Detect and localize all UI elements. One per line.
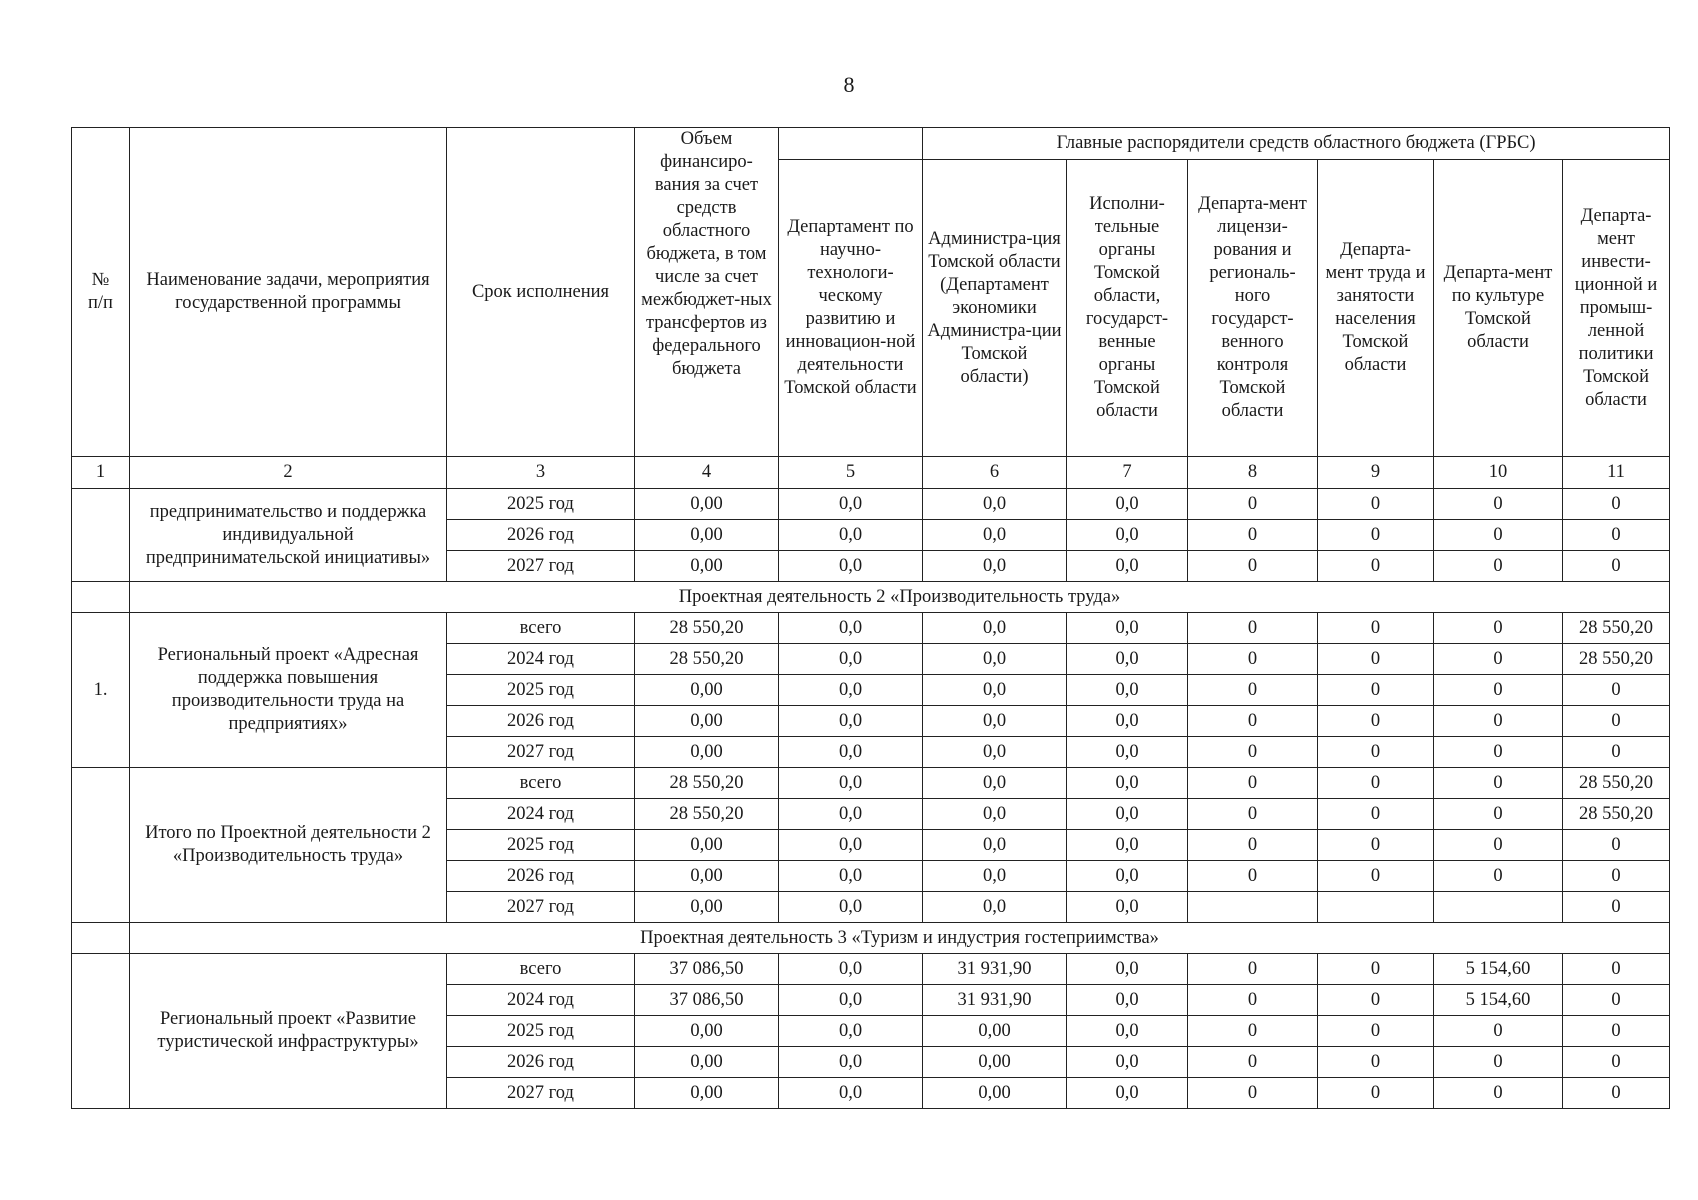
value-cell: 0,0 <box>1067 489 1188 520</box>
value-cell: 0 <box>1434 799 1563 830</box>
value-cell: 0,0 <box>1067 892 1188 923</box>
value-cell: 0,0 <box>1067 675 1188 706</box>
table-body <box>72 489 1670 1109</box>
value-cell: 28 550,20 <box>1563 768 1670 799</box>
value-cell: 0 <box>1318 799 1434 830</box>
header-name: Наименование задачи, мероприятия государственной программы <box>130 128 447 457</box>
header-grbs-7: Исполни-тельные органы Томской области, государст-венные органы Томской области <box>1067 160 1188 457</box>
value-cell: 37 086,50 <box>635 985 779 1016</box>
term-cell: 2024 год <box>447 644 635 675</box>
col-number: 5 <box>779 457 923 489</box>
value-cell: 0 <box>1434 737 1563 768</box>
value-cell: 0 <box>1563 1078 1670 1109</box>
value-cell: 0 <box>1188 551 1318 582</box>
value-cell: 0,0 <box>779 520 923 551</box>
value-cell: 28 550,20 <box>635 768 779 799</box>
value-cell: 0 <box>1188 706 1318 737</box>
value-cell: 0 <box>1434 520 1563 551</box>
value-cell: 0 <box>1318 830 1434 861</box>
value-cell: 0 <box>1434 706 1563 737</box>
value-cell: 0 <box>1434 489 1563 520</box>
section-title: Проектная деятельность 2 «Производительность труда» <box>130 582 1670 613</box>
value-cell: 0,0 <box>923 830 1067 861</box>
value-cell: 0,00 <box>923 1078 1067 1109</box>
value-cell: 0 <box>1188 830 1318 861</box>
task-name-cell: Региональный проект «Адресная поддержка повышения производительности труда на предприятиях» <box>130 613 447 768</box>
term-cell: 2026 год <box>447 861 635 892</box>
value-cell: 0 <box>1434 1078 1563 1109</box>
value-cell: 0,0 <box>923 675 1067 706</box>
value-cell: 0 <box>1188 520 1318 551</box>
col-number: 11 <box>1563 457 1670 489</box>
value-cell: 0,00 <box>635 675 779 706</box>
term-cell: 2024 год <box>447 799 635 830</box>
table-row <box>72 954 1670 985</box>
value-cell: 0,0 <box>779 706 923 737</box>
table-row <box>72 489 1670 520</box>
value-cell: 0,0 <box>779 644 923 675</box>
term-cell: всего <box>447 768 635 799</box>
term-cell: 2025 год <box>447 1016 635 1047</box>
header-volume: Объем финансиро-вания за счет средств областного бюджета, в том числе за счет межбюджет-ных трансфертов из федерального бюджета <box>635 128 779 457</box>
value-cell: 0 <box>1563 1016 1670 1047</box>
value-cell: 0 <box>1563 830 1670 861</box>
value-cell: 0,0 <box>1067 954 1188 985</box>
value-cell: 0,0 <box>923 892 1067 923</box>
col-number: 8 <box>1188 457 1318 489</box>
value-cell: 0 <box>1318 861 1434 892</box>
value-cell: 0 <box>1563 489 1670 520</box>
value-cell: 0,00 <box>923 1016 1067 1047</box>
value-cell: 0,00 <box>635 892 779 923</box>
value-cell: 0,0 <box>1067 1047 1188 1078</box>
value-cell: 0,00 <box>635 737 779 768</box>
value-cell: 0,00 <box>635 861 779 892</box>
col-number: 1 <box>72 457 130 489</box>
value-cell: 0,00 <box>635 1016 779 1047</box>
value-cell: 0,0 <box>1067 1016 1188 1047</box>
value-cell: 0,0 <box>1067 613 1188 644</box>
header-blank <box>779 128 923 160</box>
value-cell: 0,0 <box>1067 644 1188 675</box>
value-cell: 28 550,20 <box>635 799 779 830</box>
value-cell: 0 <box>1318 985 1434 1016</box>
value-cell: 0,0 <box>923 613 1067 644</box>
section-row <box>72 923 1670 954</box>
value-cell: 0,0 <box>1067 985 1188 1016</box>
value-cell: 0 <box>1188 861 1318 892</box>
value-cell: 0 <box>1318 954 1434 985</box>
term-cell: 2025 год <box>447 830 635 861</box>
value-cell: 0,0 <box>779 613 923 644</box>
header-grbs-5: Департамент по научно-технологи-ческому развитию и инновацион-ной деятельности Томской области <box>779 160 923 457</box>
term-cell: 2026 год <box>447 1047 635 1078</box>
value-cell: 0 <box>1188 644 1318 675</box>
col-number: 6 <box>923 457 1067 489</box>
value-cell: 0 <box>1563 985 1670 1016</box>
table-row <box>72 768 1670 799</box>
header-num: № п/п <box>72 128 130 457</box>
table-row <box>72 613 1670 644</box>
value-cell: 0,0 <box>779 675 923 706</box>
value-cell: 0,0 <box>1067 768 1188 799</box>
term-cell: 2026 год <box>447 520 635 551</box>
value-cell: 0,0 <box>923 644 1067 675</box>
value-cell: 0 <box>1434 1016 1563 1047</box>
section-row <box>72 582 1670 613</box>
value-cell: 0 <box>1318 675 1434 706</box>
value-cell: 31 931,90 <box>923 985 1067 1016</box>
value-cell: 0 <box>1318 644 1434 675</box>
task-name-cell: Региональный проект «Развитие туристической инфраструктуры» <box>130 954 447 1109</box>
value-cell: 0,0 <box>1067 799 1188 830</box>
term-cell: 2024 год <box>447 985 635 1016</box>
header-grbs-10: Департа-мент по культуре Томской области <box>1434 160 1563 457</box>
value-cell: 0 <box>1188 489 1318 520</box>
value-cell: 0 <box>1434 1047 1563 1078</box>
term-cell: 2026 год <box>447 706 635 737</box>
header-grbs-9: Департа-мент труда и занятости населения Томской области <box>1318 160 1434 457</box>
term-cell: 2027 год <box>447 1078 635 1109</box>
value-cell: 0,0 <box>1067 1078 1188 1109</box>
section-title: Проектная деятельность 3 «Туризм и индустрия гостеприимства» <box>130 923 1670 954</box>
col-number: 3 <box>447 457 635 489</box>
header-grbs-group: Главные распорядители средств областного бюджета (ГРБС) <box>923 128 1670 160</box>
term-cell: 2025 год <box>447 489 635 520</box>
value-cell: 0,0 <box>923 861 1067 892</box>
term-cell: 2025 год <box>447 675 635 706</box>
value-cell: 0,0 <box>779 892 923 923</box>
value-cell: 0 <box>1188 768 1318 799</box>
value-cell: 0,0 <box>779 551 923 582</box>
row-number-cell <box>72 489 130 582</box>
term-cell: всего <box>447 954 635 985</box>
header-term: Срок исполнения <box>447 128 635 457</box>
header-grbs-6: Администра-ция Томской области (Департамент экономики Администра-ции Томской области) <box>923 160 1067 457</box>
value-cell: 0,0 <box>779 830 923 861</box>
value-cell: 0 <box>1563 1047 1670 1078</box>
value-cell: 0,00 <box>635 830 779 861</box>
value-cell: 0,0 <box>1067 861 1188 892</box>
value-cell: 0,0 <box>923 520 1067 551</box>
value-cell: 0 <box>1563 520 1670 551</box>
value-cell <box>1434 892 1563 923</box>
value-cell: 0 <box>1563 551 1670 582</box>
value-cell: 0 <box>1563 706 1670 737</box>
value-cell: 0 <box>1563 954 1670 985</box>
task-name-cell: Итого по Проектной деятельности 2 «Производительность труда» <box>130 768 447 923</box>
value-cell: 0,0 <box>779 1016 923 1047</box>
row-number-cell <box>72 768 130 923</box>
value-cell: 0 <box>1318 613 1434 644</box>
value-cell: 0 <box>1434 861 1563 892</box>
value-cell: 28 550,20 <box>1563 613 1670 644</box>
col-number: 4 <box>635 457 779 489</box>
value-cell: 0 <box>1434 551 1563 582</box>
row-number-cell: 1. <box>72 613 130 768</box>
value-cell: 0,0 <box>779 985 923 1016</box>
value-cell: 0,0 <box>779 489 923 520</box>
table-header <box>72 128 1670 489</box>
value-cell: 0 <box>1188 1047 1318 1078</box>
value-cell: 0 <box>1563 861 1670 892</box>
col-number: 9 <box>1318 457 1434 489</box>
value-cell <box>1318 892 1434 923</box>
value-cell: 0,0 <box>1067 706 1188 737</box>
value-cell: 0 <box>1318 489 1434 520</box>
row-number-cell <box>72 954 130 1109</box>
value-cell: 0 <box>1318 737 1434 768</box>
value-cell: 0 <box>1188 799 1318 830</box>
value-cell: 0 <box>1434 644 1563 675</box>
section-pp-cell <box>72 923 130 954</box>
value-cell: 0,0 <box>779 954 923 985</box>
term-cell: 2027 год <box>447 551 635 582</box>
value-cell: 0 <box>1318 1016 1434 1047</box>
value-cell: 0,00 <box>635 706 779 737</box>
section-pp-cell <box>72 582 130 613</box>
value-cell: 0 <box>1563 892 1670 923</box>
term-cell: 2027 год <box>447 892 635 923</box>
value-cell: 0,0 <box>923 706 1067 737</box>
value-cell: 0,0 <box>923 768 1067 799</box>
value-cell: 0 <box>1434 768 1563 799</box>
header-grbs-8: Департа-мент лицензи-рования и региональ-ного государст-венного контроля Томской области <box>1188 160 1318 457</box>
value-cell: 0,0 <box>779 768 923 799</box>
col-number: 7 <box>1067 457 1188 489</box>
task-name-cell: предпринимательство и поддержка индивидуальной предпринимательской инициативы» <box>130 489 447 582</box>
value-cell: 5 154,60 <box>1434 985 1563 1016</box>
value-cell: 37 086,50 <box>635 954 779 985</box>
value-cell: 0 <box>1188 613 1318 644</box>
value-cell: 28 550,20 <box>635 644 779 675</box>
value-cell: 28 550,20 <box>1563 644 1670 675</box>
page-number: 8 <box>843 72 855 97</box>
value-cell: 0,0 <box>1067 551 1188 582</box>
value-cell: 0 <box>1563 675 1670 706</box>
value-cell: 0,0 <box>779 1078 923 1109</box>
value-cell: 0,0 <box>1067 830 1188 861</box>
value-cell: 0 <box>1188 1078 1318 1109</box>
value-cell: 5 154,60 <box>1434 954 1563 985</box>
value-cell: 0,0 <box>779 799 923 830</box>
value-cell: 0,0 <box>779 861 923 892</box>
term-cell: 2027 год <box>447 737 635 768</box>
term-cell: всего <box>447 613 635 644</box>
value-cell: 0,00 <box>635 520 779 551</box>
value-cell: 0,0 <box>1067 737 1188 768</box>
value-cell: 0 <box>1318 706 1434 737</box>
value-cell: 0,00 <box>635 1078 779 1109</box>
value-cell: 0 <box>1318 1047 1434 1078</box>
value-cell: 0,00 <box>635 551 779 582</box>
value-cell: 0 <box>1318 1078 1434 1109</box>
col-number: 2 <box>130 457 447 489</box>
value-cell: 0 <box>1434 830 1563 861</box>
value-cell: 0 <box>1318 768 1434 799</box>
value-cell: 0 <box>1434 675 1563 706</box>
value-cell: 0,0 <box>779 737 923 768</box>
value-cell <box>1188 892 1318 923</box>
value-cell: 0,0 <box>779 1047 923 1078</box>
column-number-row <box>72 457 1670 489</box>
value-cell: 0,0 <box>1067 520 1188 551</box>
value-cell: 0 <box>1188 737 1318 768</box>
value-cell: 0,0 <box>923 799 1067 830</box>
value-cell: 0 <box>1188 954 1318 985</box>
value-cell: 28 550,20 <box>1563 799 1670 830</box>
budget-table <box>71 127 1670 1109</box>
value-cell: 0 <box>1434 613 1563 644</box>
value-cell: 0 <box>1188 1016 1318 1047</box>
header-grbs-11: Департа-мент инвести-ционной и промыш-ленной политики Томской области <box>1563 160 1670 457</box>
value-cell: 0,0 <box>923 489 1067 520</box>
value-cell: 0,00 <box>635 489 779 520</box>
value-cell: 0,0 <box>923 551 1067 582</box>
value-cell: 0 <box>1188 985 1318 1016</box>
value-cell: 31 931,90 <box>923 954 1067 985</box>
value-cell: 28 550,20 <box>635 613 779 644</box>
value-cell: 0,00 <box>923 1047 1067 1078</box>
value-cell: 0,00 <box>635 1047 779 1078</box>
value-cell: 0 <box>1188 675 1318 706</box>
value-cell: 0 <box>1318 551 1434 582</box>
value-cell: 0 <box>1318 520 1434 551</box>
value-cell: 0,0 <box>923 737 1067 768</box>
value-cell: 0 <box>1563 737 1670 768</box>
col-number: 10 <box>1434 457 1563 489</box>
